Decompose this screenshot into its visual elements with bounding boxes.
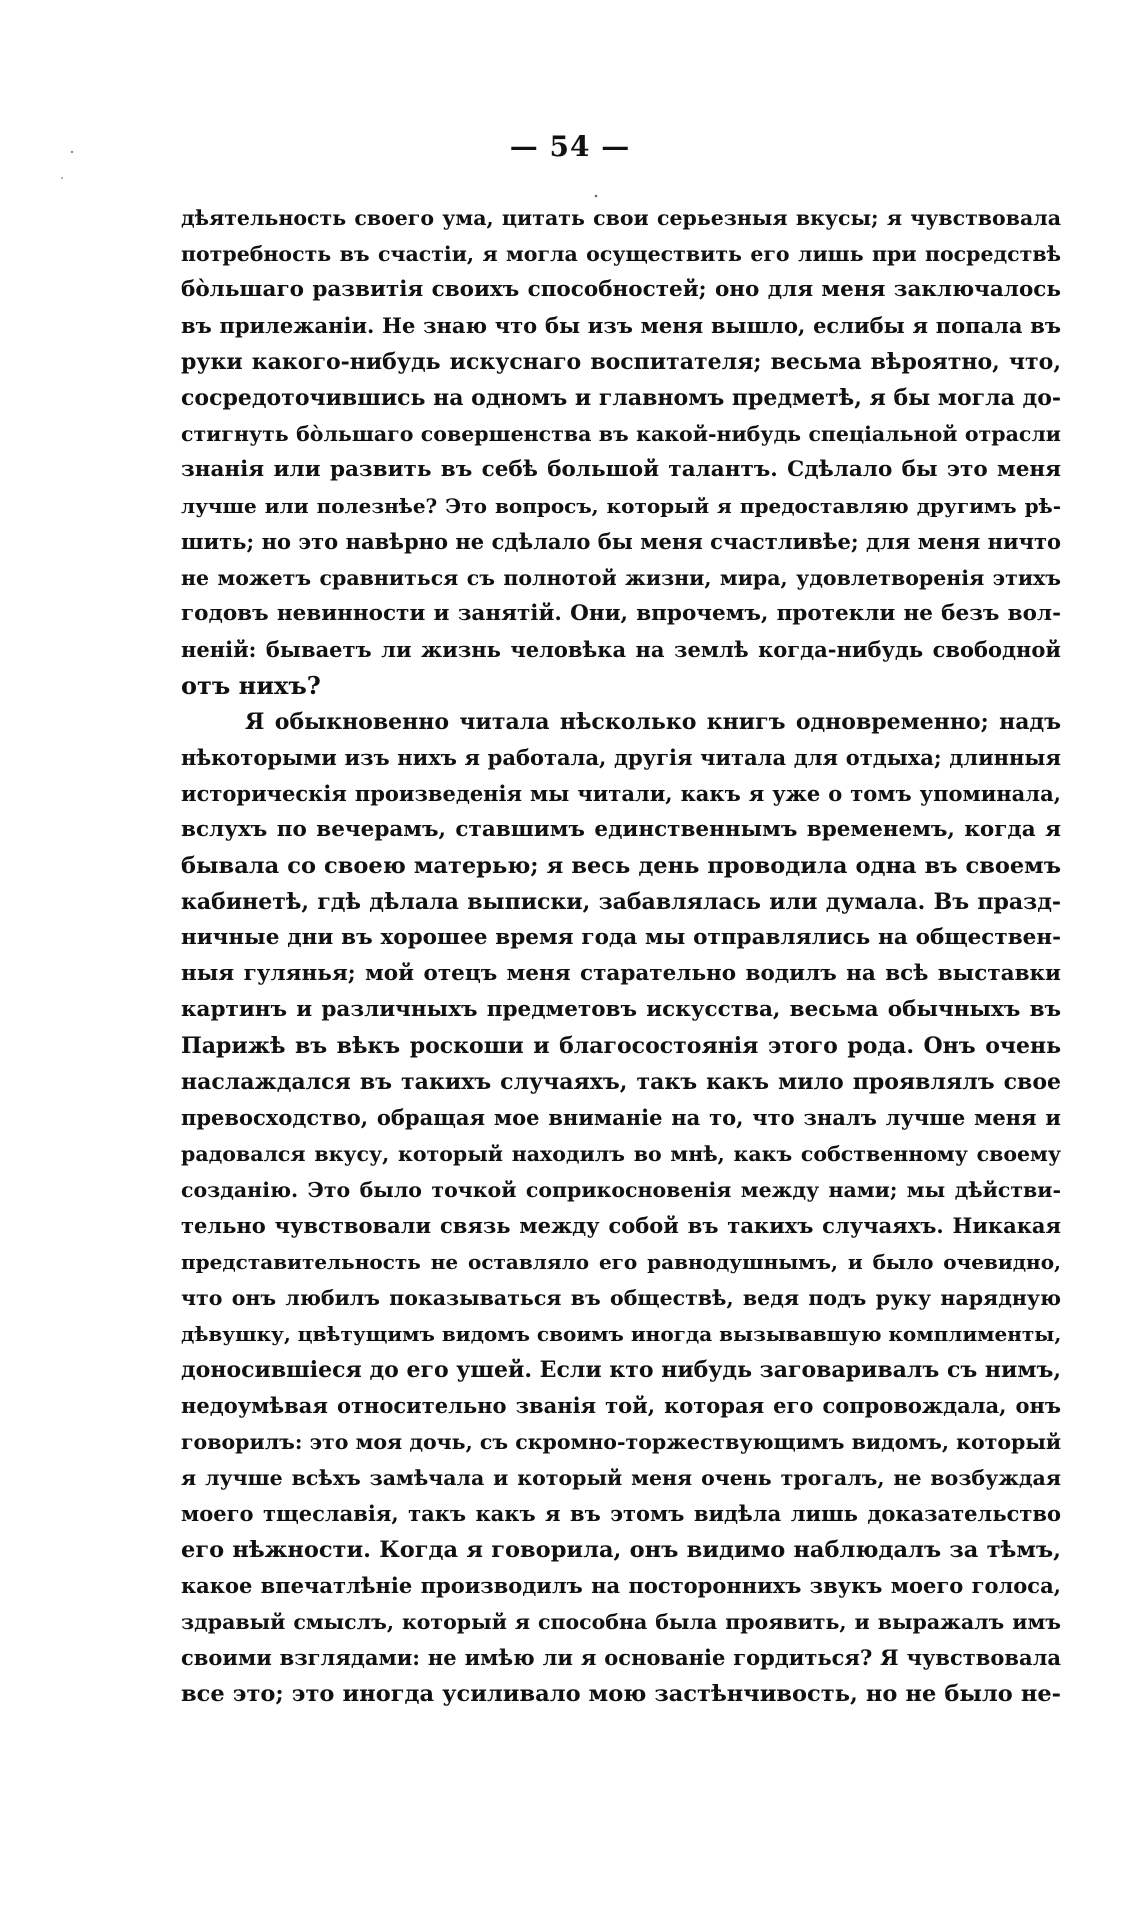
text-line: потребность въ счастіи, я могла осуществить его лишь при посредствѣ (181, 242, 1061, 266)
text-line: ничные дни въ хорошее время года мы отправлялись на обществен- (181, 925, 1061, 950)
text-line: дѣятельность своего ума, цитать свои серьезныя вкусы; я чувствовала (181, 206, 1061, 230)
text-line: ныя гулянья; мой отецъ меня старательно водилъ на всѣ выставки (181, 961, 1061, 986)
speck (595, 195, 598, 198)
text-line: недоумѣвая относительно званія той, которая его сопровождала, онъ (181, 1393, 1061, 1418)
text-line: не можетъ сравниться съ полнотой жизни, мира, удовлетворенія этихъ (181, 566, 1061, 590)
text-line: картинъ и различныхъ предметовъ искусства, весьма обычныхъ въ (181, 997, 1061, 1022)
text-line: представительность не оставляло его равнодушнымъ, и было очевидно, (181, 1250, 1061, 1274)
text-line: своими взглядами: не имѣю ли я основаніе гордиться? Я чувствовала (181, 1645, 1061, 1670)
text-line: его нѣжности. Когда я говорила, онъ видимо наблюдалъ за тѣмъ, (181, 1537, 1061, 1563)
text-line: неній: бываетъ ли жизнь человѣка на землѣ когда-нибудь свободной (181, 637, 1061, 662)
text-line: радовался вкусу, который находилъ во мнѣ, какъ собственному своему (181, 1142, 1061, 1166)
text-line: руки какого-нибудь искуснаго воспитателя; весьма вѣроятно, что, (181, 349, 1061, 375)
text-line: все это; это иногда усиливало мою застѣнчивость, но не было не- (181, 1681, 1061, 1707)
text-line: стигнуть бо̀льшаго совершенства въ какой-нибудь спеціальной отрасли (181, 422, 1061, 446)
text-line: вслухъ по вечерамъ, ставшимъ единственнымъ временемъ, когда я (181, 817, 1061, 842)
speck (61, 177, 63, 179)
text-line: доносившіеся до его ушей. Если кто нибудь заговаривалъ съ нимъ, (181, 1357, 1061, 1383)
text-line: тельно чувствовали связь между собой въ такихъ случаяхъ. Никакая (181, 1213, 1061, 1238)
text-line: нѣкоторыми изъ нихъ я работала, другія читала для отдыха; длинныя (181, 745, 1061, 770)
text-line: бо̀льшаго развитія своихъ способностей; оно для меня заключалось (181, 277, 1061, 302)
speck (71, 151, 73, 153)
text-line: что онъ любилъ показываться въ обществѣ, ведя подъ руку нарядную (181, 1286, 1061, 1310)
text-line: годовъ невинности и занятій. Они, впрочемъ, протекли не безъ вол- (181, 601, 1061, 626)
text-line: я лучше всѣхъ замѣчала и который меня очень трогалъ, не возбуждая (181, 1466, 1061, 1490)
text-line: здравый смыслъ, который я способна была проявить, и выражалъ имъ (181, 1610, 1061, 1634)
text-line: сосредоточившись на одномъ и главномъ предметѣ, я бы могла до- (181, 385, 1061, 411)
page-number: — 54 — (509, 130, 631, 163)
text-line: говорилъ: это моя дочь, съ скромно-торжествующимъ видомъ, который (181, 1430, 1062, 1454)
text-line: наслаждался въ такихъ случаяхъ, такъ какъ мило проявлялъ свое (181, 1069, 1061, 1095)
text-line: лучше или полезнѣе? Это вопросъ, который я предоставляю другимъ рѣ- (181, 494, 1061, 518)
text-line: дѣвушку, цвѣтущимъ видомъ своимъ иногда вызывавшую комплименты, (181, 1322, 1062, 1346)
text-line: кабинетѣ, гдѣ дѣлала выписки, забавлялась или думала. Въ празд- (181, 889, 1061, 915)
text-line: въ прилежаніи. Не знаю что бы изъ меня вышло, еслибы я попала въ (181, 313, 1061, 338)
text-line: отъ нихъ? (181, 671, 321, 700)
text-line: Парижѣ въ вѣкъ роскоши и благосостоянія этого рода. Онъ очень (181, 1033, 1061, 1059)
text-line: бывала со своею матерью; я весь день проводила одна въ своемъ (181, 853, 1061, 879)
text-line: историческія произведенія мы читали, какъ я уже о томъ упоминала, (181, 781, 1061, 806)
text-line: знанія или развить въ себѣ большой талантъ. Сдѣлало бы это меня (181, 457, 1061, 482)
text-line: созданію. Это было точкой соприкосновенія между нами; мы дѣйстви- (181, 1178, 1061, 1202)
text-line: какое впечатлѣніе производилъ на постороннихъ звукъ моего голоса, (181, 1573, 1061, 1598)
text-line: превосходство, обращая мое вниманіе на то, что зналъ лучше меня и (181, 1105, 1061, 1130)
text-line: шить; но это навѣрно не сдѣлало бы меня счастливѣе; для меня ничто (181, 529, 1061, 554)
text-line: моего тщеславія, такъ какъ я въ этомъ видѣла лишь доказательство (181, 1501, 1061, 1526)
text-line: Я обыкновенно читала нѣсколько книгъ одновременно; надъ (245, 709, 1061, 735)
